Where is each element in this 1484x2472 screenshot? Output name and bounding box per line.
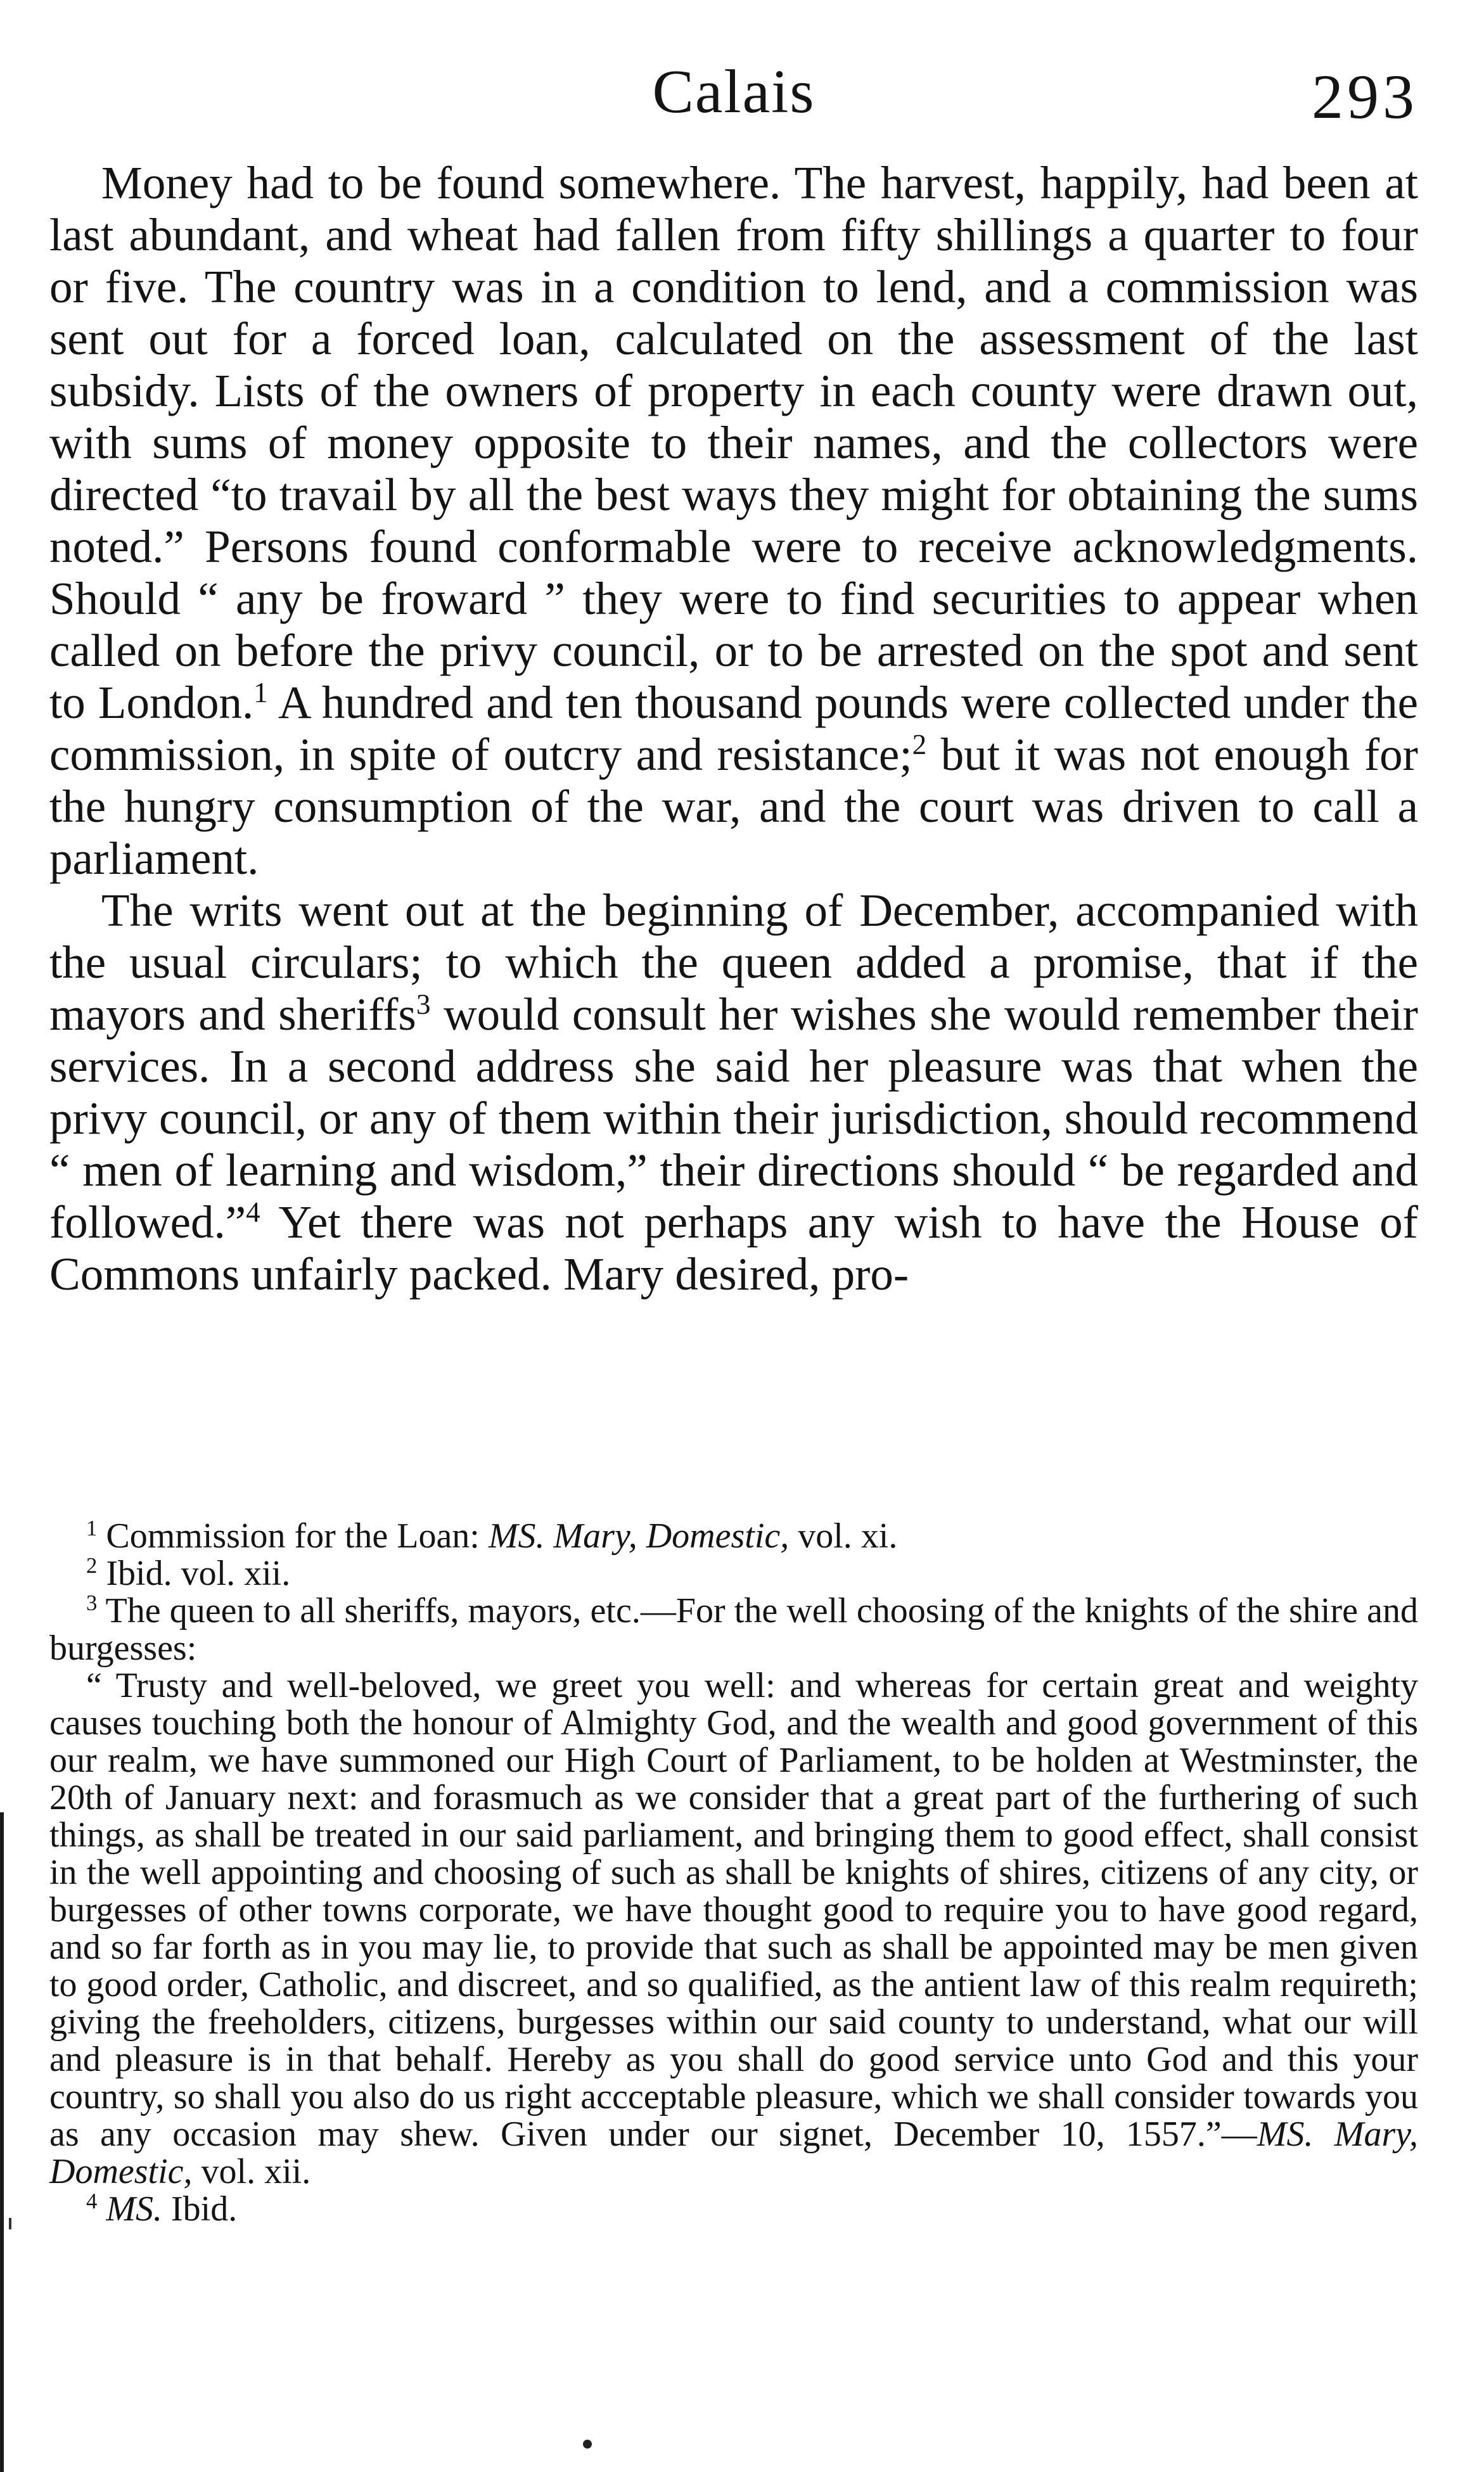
- footnote-mark: 1: [86, 1515, 98, 1540]
- margin-mark: [9, 2218, 11, 2229]
- footnote-reference-1[interactable]: 1: [253, 677, 268, 709]
- footnotes: [49, 1515, 1418, 2229]
- paragraph-text: but it was not enough for the hungry consumption of the war, and the court was driven to call a parliament.: [49, 729, 1418, 884]
- page-edge-shadow: [0, 1812, 4, 2472]
- paragraph-text: would consult her wishes she would remember their services. In a second address she said her pleasure was that when the privy council, or any of them within their jurisdiction, should recommend “ men of learning and wisdom,” their directions should “ be regarded and followed.”: [49, 989, 1418, 1248]
- paragraph-text: A hundred and ten thousand pounds were collected under the commission, in spite of outcry and resistance;: [49, 677, 1418, 780]
- footnote-1: [49, 1515, 1418, 1556]
- footnote-3: [49, 1592, 1418, 1667]
- paragraph-1: [49, 157, 1418, 885]
- running-header: [49, 44, 1418, 139]
- footnote-text: Commission for the Loan:: [97, 1516, 489, 1556]
- footnote-reference-2[interactable]: 2: [912, 729, 927, 761]
- paragraph-text: The writs went out at the beginning of December, accompanied with the usual circulars; to which the queen added a promise, that if the mayors and sheriffs: [49, 885, 1418, 1040]
- footnote-4: [49, 2188, 1418, 2229]
- footnote-source: MS. Mary, Domestic,: [488, 1516, 790, 1556]
- footnote-source: MS. Mary, Domestic,: [49, 2115, 1418, 2191]
- page-number: 293: [1312, 61, 1418, 132]
- ink-speck: [583, 2440, 592, 2449]
- running-title: Calais: [652, 58, 816, 126]
- footnote-mark: 4: [86, 2188, 98, 2213]
- main-text: [49, 157, 1418, 1300]
- footnote-mark: 3: [86, 1590, 98, 1615]
- footnote-text: vol. xii.: [192, 2152, 311, 2191]
- footnote-text: Ibid. vol. xii.: [97, 1554, 291, 1593]
- footnote-text: The queen to all sheriffs, mayors, etc.—For the well choosing of the knights of the shire and burgesses:: [49, 1591, 1418, 1668]
- footnote-text: vol. xi.: [789, 1516, 898, 1556]
- footnote-source: MS.: [97, 2189, 163, 2229]
- paragraph-2: [49, 885, 1418, 1300]
- footnote-reference-3[interactable]: 3: [416, 989, 431, 1021]
- footnote-text: “ Trusty and well-beloved, we greet you well: and whereas for certain great and weighty causes touching both the honour of Almighty God, and the wealth and good government of this our realm, we have summoned our High Court of Parliament, to be holden at Westminster, the 20th of January next: and forasmuch as we consider that a great part of the furthering of such things, as shall be treated in our said parliament, and bringing them to good effect, shall consist in the well appointing and choosing of such as shall be knights of shires, citizens of any city, or burgesses of other towns corporate, we have thought good to require you to have good regard, and so far forth as in you may lie, to provide that such as shall be appointed may be men given to good order, Catholic, and discreet, and so qualified, as the antient law of this realm requireth; giving the freeholders, citizens, burgesses within our said county to understand, what our will and pleasure is in that behalf. Hereby as you shall do good service unto God and this your country, so shall you also do us right accceptable pleasure, which we shall consider towards you as any occasion may shew. Given under our signet, December 10, 1557.”—: [49, 1666, 1418, 2154]
- footnote-text: Ibid.: [162, 2189, 238, 2229]
- footnote-reference-4[interactable]: 4: [246, 1196, 260, 1229]
- paragraph-text: Yet there was not perhaps any wish to have the House of Commons unfairly packed. Mary desired, pro-: [49, 1196, 1418, 1300]
- footnote-mark: 2: [86, 1553, 98, 1578]
- footnote-3-quotation: [49, 1667, 1418, 2191]
- paragraph-text: Money had to be found somewhere. The harvest, happily, had been at last abundant, and wheat had fallen from fifty shillings a quarter to four or five. The country was in a condition to lend, and a commission was sent out for a forced loan, calculated on the assessment of the last subsidy. Lists of the owners of property in each county were drawn out, with sums of money opposite to their names, and the collectors were directed “to travail by all the best ways they might for obtaining the sums noted.” Persons found conformable were to receive acknowledgments. Should “ any be froward ” they were to find securities to appear when called on before the privy council, or to be arrested on the spot and sent to London.: [49, 157, 1418, 728]
- footnote-2: [49, 1555, 1418, 1592]
